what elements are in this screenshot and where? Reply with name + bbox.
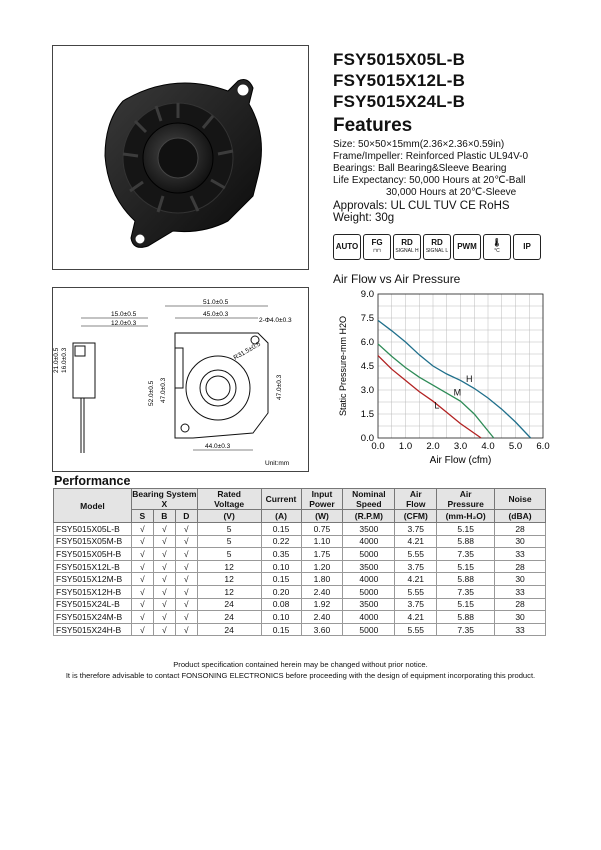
cell-a: 0.20: [261, 585, 301, 598]
cell-cfm: 4.21: [395, 535, 437, 548]
table-row: [54, 598, 546, 611]
cell-db: 33: [495, 585, 546, 598]
table-row: [54, 573, 546, 586]
table-row: [54, 548, 546, 561]
cell-v: 12: [197, 585, 261, 598]
series-line-M: [378, 344, 494, 438]
table-row: [54, 523, 546, 536]
y-tick-label: 0.0: [360, 433, 374, 444]
cell-a: 0.10: [261, 611, 301, 624]
series-label-H: H: [466, 374, 473, 384]
unit-s: S: [131, 510, 153, 523]
cell-rpm: 3500: [343, 523, 395, 536]
cell-b: √: [153, 623, 175, 636]
cell-cfm: 5.55: [395, 585, 437, 598]
unit-cfm: (CFM): [395, 510, 437, 523]
cell-cfm: 4.21: [395, 573, 437, 586]
cell-rpm: 5000: [343, 623, 395, 636]
cell-b: √: [153, 548, 175, 561]
cell-model: FSY5015X24H-B: [54, 623, 132, 636]
header-row-1: [54, 489, 546, 510]
feature-icon-row: [333, 234, 541, 260]
model-title-24: FSY5015X24L-B: [333, 92, 466, 111]
cell-v: 24: [197, 598, 261, 611]
cell-cfm: 3.75: [395, 598, 437, 611]
cell-w: 1.75: [301, 548, 343, 561]
x-tick-label: 4.0: [481, 441, 495, 452]
table-row: [54, 560, 546, 573]
cell-model: FSY5015X05L-B: [54, 523, 132, 536]
y-tick-label: 6.0: [360, 337, 374, 348]
x-tick-label: 6.0: [536, 441, 550, 452]
cell-b: √: [153, 611, 175, 624]
ip-rating-icon: IP: [513, 234, 541, 260]
header-current: Current: [261, 489, 301, 510]
series-line-L: [378, 356, 481, 438]
rd-high-icon: RD SIGNAL H: [393, 234, 421, 260]
features-heading: Features: [333, 115, 413, 136]
cell-w: 1.80: [301, 573, 343, 586]
cell-w: 1.20: [301, 560, 343, 573]
x-tick-label: 0.0: [371, 441, 385, 452]
cell-p: 7.35: [437, 548, 495, 561]
cell-p: 5.15: [437, 560, 495, 573]
spec-size: Size: 50×50×15mm(2.36×2.36×0.59in): [333, 139, 505, 150]
chart-title: Air Flow vs Air Pressure: [333, 272, 461, 286]
cell-a: 0.08: [261, 598, 301, 611]
product-photo-frame: [52, 45, 309, 270]
cell-p: 7.35: [437, 585, 495, 598]
cell-s: √: [131, 560, 153, 573]
dim-right-height: 47.0±0.3: [276, 374, 283, 400]
cell-p: 5.15: [437, 523, 495, 536]
dim-depth-inner: 12.0±0.3: [111, 320, 137, 327]
dim-side-height: 21.0±0.5: [53, 347, 60, 373]
cell-b: √: [153, 585, 175, 598]
cell-b: √: [153, 535, 175, 548]
cell-cfm: 3.75: [395, 523, 437, 536]
cell-cfm: 4.21: [395, 611, 437, 624]
cell-db: 30: [495, 535, 546, 548]
spec-life-ball: Life Expectancy: 50,000 Hours at 20℃-Ball: [333, 175, 526, 186]
cell-s: √: [131, 535, 153, 548]
cell-v: 5: [197, 535, 261, 548]
cell-b: √: [153, 523, 175, 536]
cell-p: 5.88: [437, 611, 495, 624]
cell-a: 0.35: [261, 548, 301, 561]
cell-p: 7.35: [437, 623, 495, 636]
cell-s: √: [131, 611, 153, 624]
cell-w: 0.75: [301, 523, 343, 536]
cell-d: √: [175, 523, 197, 536]
spec-approvals: Approvals: UL CUL TUV CE RoHS: [333, 200, 510, 212]
unit-w: (W): [301, 510, 343, 523]
cell-db: 30: [495, 611, 546, 624]
cell-d: √: [175, 623, 197, 636]
dimension-drawing-frame: [52, 287, 309, 472]
x-tick-label: 5.0: [508, 441, 523, 452]
unit-rpm: (R.P.M): [343, 510, 395, 523]
cell-a: 0.22: [261, 535, 301, 548]
cell-rpm: 4000: [343, 611, 395, 624]
header-model: Model: [54, 489, 132, 523]
cell-v: 24: [197, 611, 261, 624]
cell-model: FSY5015X05H-B: [54, 548, 132, 561]
cell-rpm: 3500: [343, 598, 395, 611]
cell-p: 5.88: [437, 573, 495, 586]
dim-radius: R31.5±0.5: [232, 340, 262, 362]
cell-v: 12: [197, 560, 261, 573]
pwm-icon: PWM: [453, 234, 481, 260]
y-tick-label: 9.0: [360, 289, 374, 300]
spec-life-sleeve: 30,000 Hours at 20℃-Sleeve: [386, 187, 517, 198]
y-tick-label: 1.5: [360, 409, 374, 420]
auto-restart-icon: AUTO: [333, 234, 361, 260]
series-label-L: L: [434, 400, 440, 411]
cell-cfm: 3.75: [395, 560, 437, 573]
performance-title: Performance: [54, 474, 131, 488]
temperature-icon: 🌡 °C: [483, 234, 511, 260]
model-title-12: FSY5015X12L-B: [333, 71, 466, 90]
cell-w: 2.40: [301, 585, 343, 598]
cell-s: √: [131, 598, 153, 611]
dim-side-inner: 16.0±0.3: [61, 347, 68, 373]
cell-v: 24: [197, 623, 261, 636]
cell-a: 0.15: [261, 573, 301, 586]
dim-height: 52.0±0.5: [148, 380, 155, 406]
cell-model: FSY5015X24L-B: [54, 598, 132, 611]
cell-cfm: 5.55: [395, 623, 437, 636]
cell-a: 0.15: [261, 623, 301, 636]
dim-bottom: 44.0±0.3: [205, 443, 231, 450]
cell-w: 2.40: [301, 611, 343, 624]
cell-db: 33: [495, 548, 546, 561]
cell-model: FSY5015X05M-B: [54, 535, 132, 548]
cell-db: 28: [495, 598, 546, 611]
cell-model: FSY5015X12M-B: [54, 573, 132, 586]
unit-v: (V): [197, 510, 261, 523]
cell-db: 33: [495, 623, 546, 636]
cell-a: 0.15: [261, 523, 301, 536]
cell-s: √: [131, 585, 153, 598]
header-nominal: Nominal Speed: [343, 489, 395, 510]
cell-db: 28: [495, 560, 546, 573]
table-row: [54, 611, 546, 624]
header-pressure: Air Pressure: [437, 489, 495, 510]
y-tick-label: 3.0: [360, 385, 374, 396]
dimension-drawing: [53, 288, 308, 471]
cell-model: FSY5015X24M-B: [54, 611, 132, 624]
cell-d: √: [175, 573, 197, 586]
cell-w: 1.92: [301, 598, 343, 611]
x-tick-label: 1.0: [398, 441, 413, 452]
header-input: Input Power: [301, 489, 343, 510]
cell-p: 5.15: [437, 598, 495, 611]
performance-table: [53, 488, 546, 636]
x-tick-label: 3.0: [453, 441, 468, 452]
header-rated: Rated Voltage: [197, 489, 261, 510]
cell-s: √: [131, 548, 153, 561]
cell-w: 3.60: [301, 623, 343, 636]
spec-weight: Weight: 30g: [333, 212, 395, 224]
cell-db: 30: [495, 573, 546, 586]
cell-s: √: [131, 573, 153, 586]
x-axis-label: Air Flow (cfm): [429, 455, 492, 466]
cell-d: √: [175, 560, 197, 573]
cell-b: √: [153, 573, 175, 586]
dim-holes: 2-Φ4.0±0.3: [259, 317, 292, 324]
unit-a: (A): [261, 510, 301, 523]
series-label-M: M: [453, 387, 462, 398]
cell-a: 0.10: [261, 560, 301, 573]
unit-b: B: [153, 510, 175, 523]
cell-v: 12: [197, 573, 261, 586]
series-line-H: [378, 320, 531, 438]
cell-model: FSY5015X12L-B: [54, 560, 132, 573]
cell-p: 5.88: [437, 535, 495, 548]
rd-low-icon: RD SIGNAL L: [423, 234, 451, 260]
fg-signal-icon: FG ⊓⊓: [363, 234, 391, 260]
unit-d: D: [175, 510, 197, 523]
disclaimer-line-1: Product specification contained herein may be changed without prior notice.: [173, 660, 428, 669]
y-tick-label: 7.5: [360, 313, 374, 324]
cell-s: √: [131, 523, 153, 536]
cell-rpm: 4000: [343, 573, 395, 586]
cell-d: √: [175, 548, 197, 561]
cell-rpm: 3500: [343, 560, 395, 573]
y-tick-label: 4.5: [360, 361, 374, 372]
cell-b: √: [153, 560, 175, 573]
cell-b: √: [153, 598, 175, 611]
cell-cfm: 5.55: [395, 548, 437, 561]
cell-model: FSY5015X12H-B: [54, 585, 132, 598]
model-title-05: FSY5015X05L-B: [333, 50, 466, 69]
disclaimer-line-2: It is therefore advisable to contact FONSONING ELECTRONICS before proceeding with the design of equipment incorporating this product.: [65, 671, 536, 680]
cell-rpm: 4000: [343, 535, 395, 548]
header-bearing: Bearing System X: [132, 489, 197, 509]
spec-bearings: Bearings: Ball Bearing&Sleeve Bearing: [333, 163, 507, 174]
unit-dba: (dBA): [495, 510, 546, 523]
table-row: [54, 623, 546, 636]
cell-v: 5: [197, 548, 261, 561]
dim-width: 51.0±0.5: [203, 299, 229, 306]
cell-d: √: [175, 585, 197, 598]
x-tick-label: 2.0: [426, 441, 440, 452]
dim-inner-width: 45.0±0.3: [203, 311, 229, 318]
header-noise: Noise: [495, 489, 546, 510]
y-axis-label: Static Pressure-mm H2O: [338, 315, 348, 417]
unit-mmh2o: (mm-H₂O): [437, 510, 495, 523]
unit-label: Unit:mm: [265, 460, 290, 467]
cell-d: √: [175, 611, 197, 624]
table-row: [54, 535, 546, 548]
cell-w: 1.10: [301, 535, 343, 548]
blower-fan-illustration: [53, 46, 308, 269]
cell-rpm: 5000: [343, 548, 395, 561]
dim-depth: 15.0±0.5: [111, 311, 137, 318]
cell-rpm: 5000: [343, 585, 395, 598]
cell-s: √: [131, 623, 153, 636]
airflow-pressure-chart: [333, 284, 583, 470]
spec-frame: Frame/Impeller: Reinforced Plastic UL94V-0: [333, 151, 529, 162]
cell-db: 28: [495, 523, 546, 536]
dim-inner-height: 47.0±0.3: [160, 377, 167, 403]
cell-d: √: [175, 535, 197, 548]
header-flow: Air Flow: [395, 489, 437, 510]
table-row: [54, 585, 546, 598]
cell-d: √: [175, 598, 197, 611]
cell-v: 5: [197, 523, 261, 536]
